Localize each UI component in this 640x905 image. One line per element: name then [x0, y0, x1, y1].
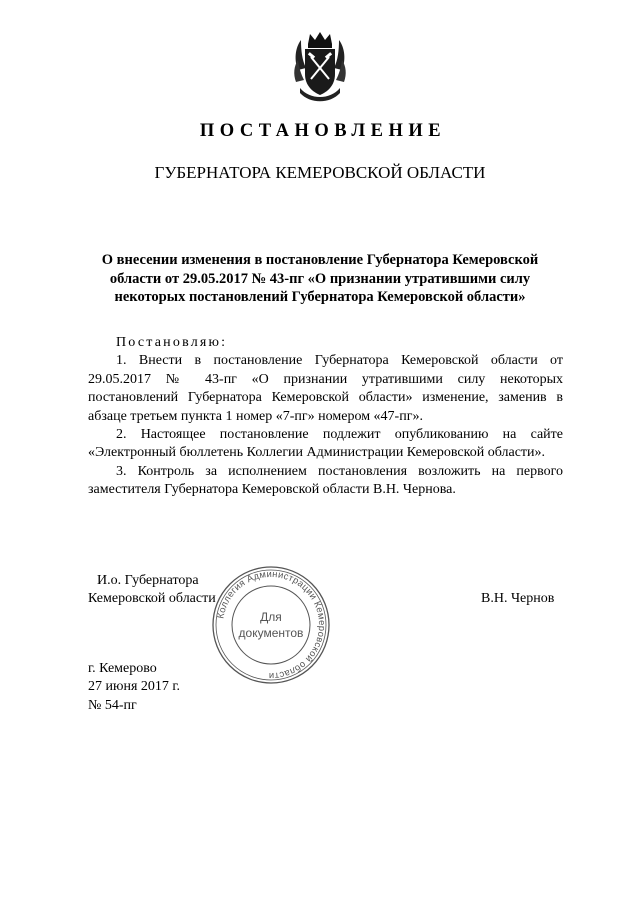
subject-line: некоторых постановлений Губернатора Кемеровской области»	[114, 289, 526, 305]
coat-of-arms-icon	[292, 30, 348, 104]
svg-text:Коллегия Администрации Кемеров	[214, 568, 328, 682]
decree-body	[88, 334, 563, 500]
paragraph-3: 3. Контроль за исполнением постановления возложить на первого заместителя Губернатора Кемеровской области В.Н. Чернова.	[88, 463, 563, 498]
issue-city: г. Кемерово	[88, 661, 157, 676]
document-title: ПОСТАНОВЛЕНИЕ	[199, 121, 447, 141]
decree-word: Постановляю:	[116, 335, 228, 350]
stamp-ring-text: Коллегия Администрации Кемеровской области	[214, 567, 329, 683]
issue-details	[88, 660, 180, 715]
subject-line: области от 29.05.2017 № 43-пг «О признании утратившими силу	[109, 270, 531, 287]
issue-date: 27 июня 2017 г.	[88, 679, 181, 695]
signer-name: В.Н. Чернов	[481, 591, 555, 606]
decree-subject	[80, 251, 560, 307]
stamp-center-line-1: Для	[260, 610, 282, 624]
paragraph-1: 1. Внести в постановление Губернатора Кемеровской области от 29.05.2017 № 43-пг «О признании утратившими силу некоторых постановлений Губернатора Кемеровской области» изменение, заменив в абзаце третьем пункта 1 номер «7-пг» номером «47-пг».	[88, 353, 563, 424]
signer-position-line-2: Кемеровской области	[88, 591, 216, 606]
decree-number: № 54-пг	[88, 697, 137, 713]
issuer-heading: ГУБЕРНАТОРА КЕМЕРОВСКОЙ ОБЛАСТИ	[154, 163, 486, 182]
subject-line: О внесении изменения в постановление Губернатора Кемеровской	[101, 252, 539, 268]
stamp-center-line-2: документов	[238, 626, 304, 640]
paragraph-2: 2. Настоящее постановление подлежит опубликованию на сайте «Электронный бюллетень Коллегии Администрации Кемеровской области».	[88, 427, 563, 461]
signer-position-line-1: И.о. Губернатора	[97, 573, 199, 588]
official-stamp	[209, 563, 333, 687]
